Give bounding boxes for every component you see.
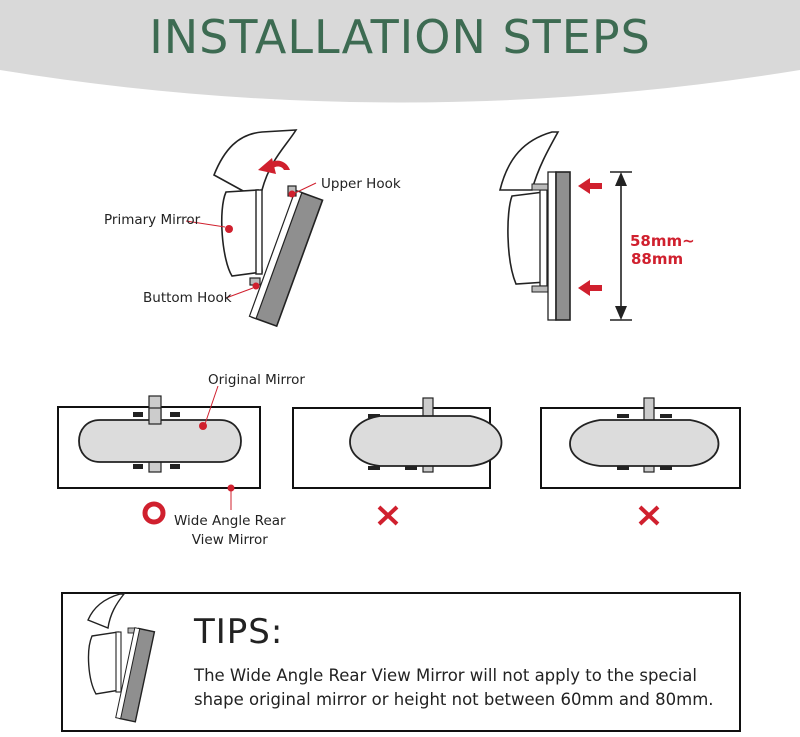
upper-hook-label: Upper Hook (321, 176, 401, 192)
original-mirror-label: Original Mirror (208, 372, 305, 388)
tips-title: TIPS: (194, 612, 284, 652)
tips-text: The Wide Angle Rear View Mirror will not apply to the special shape original mirror or height not between 60mm and 80mm. (194, 666, 714, 709)
wide-angle-label: Wide Angle Rear View Mirror (174, 513, 286, 548)
page-title: INSTALLATION STEPS (149, 10, 651, 64)
dimension-label: 58mm~ 88mm (630, 232, 695, 268)
primary-mirror-label: Primary Mirror (104, 212, 201, 228)
bottom-hook-label: Buttom Hook (143, 290, 232, 306)
